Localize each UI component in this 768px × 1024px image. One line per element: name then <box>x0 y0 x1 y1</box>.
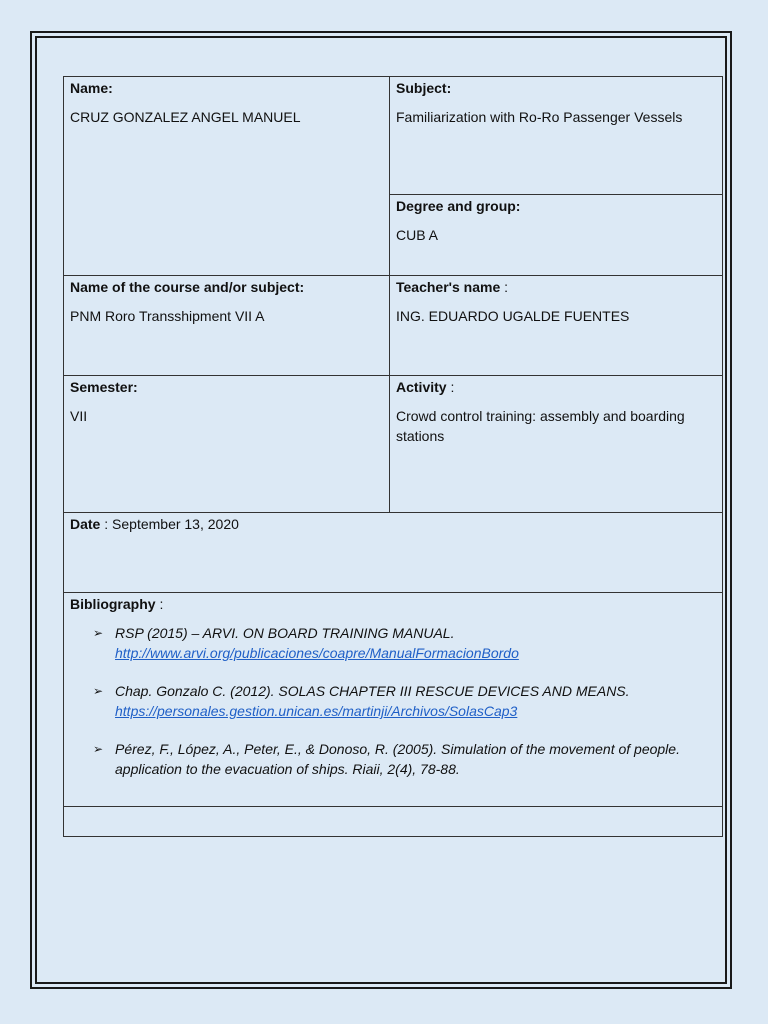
empty-row-cell <box>63 806 723 837</box>
semester-value: VII <box>70 408 88 424</box>
arrow-bullet-icon: ➢ <box>93 626 104 640</box>
degree-group-cell <box>389 194 723 276</box>
bibliography-entry <box>70 623 716 663</box>
teacher-label: Teacher's name <box>396 279 501 295</box>
name-label: Name: <box>70 80 113 96</box>
name-value: CRUZ GONZALEZ ANGEL MANUEL <box>70 109 301 125</box>
bibliography-entry-text: Pérez, F., López, A., Peter, E., & Donoso, R. (2005). Simulation of the movement of people. application to the evacuation of ships. Riaii, 2(4), 78-88. <box>115 741 680 777</box>
course-cell <box>63 275 390 376</box>
course-label: Name of the course and/or subject: <box>70 279 305 295</box>
activity-value: Crowd control training: assembly and boarding stations <box>396 408 685 444</box>
bibliography-cell <box>63 592 723 807</box>
bibliography-entry <box>70 681 716 721</box>
semester-label: Semester: <box>70 379 138 395</box>
degree-group-value: CUB A <box>396 227 439 243</box>
subject-value: Familiarization with Ro-Ro Passenger Vessels <box>396 109 683 125</box>
course-value: PNM Roro Transshipment VII A <box>70 308 265 324</box>
activity-separator: : <box>446 379 455 395</box>
bibliography-entry-text: Chap. Gonzalo C. (2012). SOLAS CHAPTER III RESCUE DEVICES AND MEANS. <box>115 683 630 699</box>
bibliography-label: Bibliography <box>70 596 156 612</box>
degree-group-label: Degree and group: <box>396 198 521 214</box>
subject-label: Subject: <box>396 80 452 96</box>
arrow-bullet-icon: ➢ <box>93 742 104 756</box>
date-cell <box>63 512 723 593</box>
name-cell <box>63 76 390 276</box>
bibliography-entry-link[interactable]: http://www.arvi.org/publicaciones/coapre/ManualFormacionBordo <box>115 645 519 661</box>
bibliography-entry-text: RSP (2015) – ARVI. ON BOARD TRAINING MANUAL. <box>115 625 455 641</box>
date-value: : September 13, 2020 <box>100 516 239 532</box>
arrow-bullet-icon: ➢ <box>93 684 104 698</box>
activity-label: Activity <box>396 379 447 395</box>
bibliography-list <box>70 623 716 779</box>
teacher-separator: : <box>500 279 509 295</box>
bibliography-entry <box>70 739 716 779</box>
bibliography-separator: : <box>155 596 164 612</box>
activity-cell <box>389 375 723 513</box>
teacher-value: ING. EDUARDO UGALDE FUENTES <box>396 308 630 324</box>
subject-cell <box>389 76 723 195</box>
date-label: Date <box>70 516 101 532</box>
teacher-cell <box>389 275 723 376</box>
bibliography-entry-link[interactable]: https://personales.gestion.unican.es/martinji/Archivos/SolasCap3 <box>115 703 518 719</box>
semester-cell <box>63 375 390 513</box>
